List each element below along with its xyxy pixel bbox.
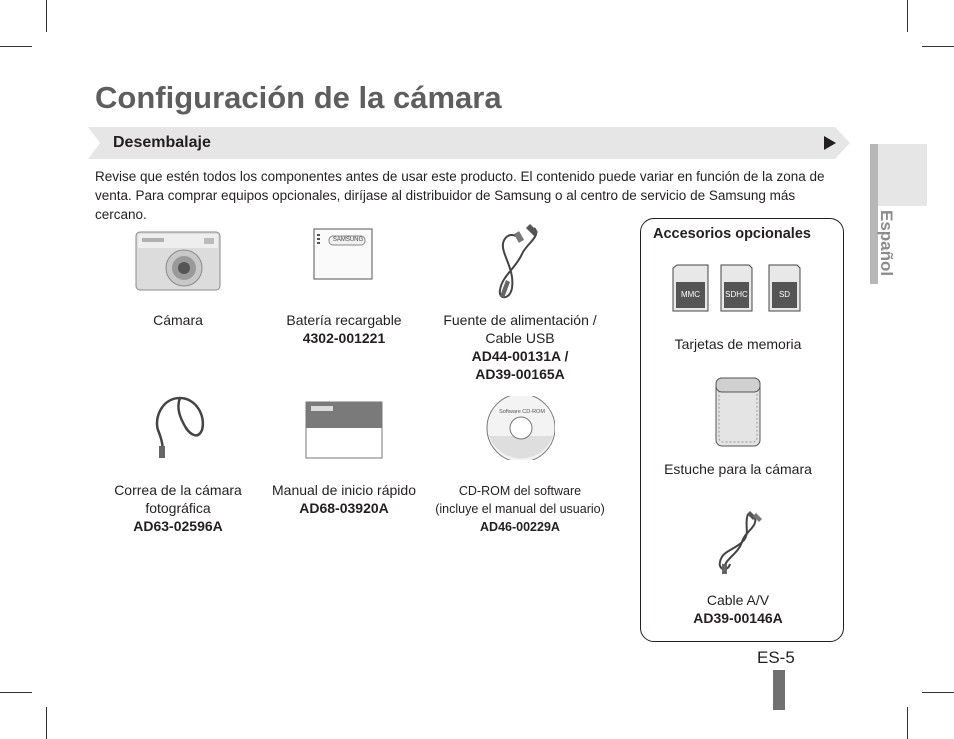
av-cable-icon bbox=[714, 510, 766, 576]
language-label: Español bbox=[877, 210, 896, 277]
section-heading: Desembalaje bbox=[113, 134, 211, 151]
av-cable-item bbox=[650, 591, 826, 627]
strap-label-2: fotográfica bbox=[145, 500, 211, 516]
camera-icon bbox=[134, 226, 222, 294]
crop-mark bbox=[46, 707, 47, 739]
battery-icon bbox=[313, 228, 373, 280]
card-type-sdhc: SDHC bbox=[725, 290, 748, 299]
camera-label: Cámara bbox=[153, 312, 203, 328]
battery-code: 4302-001221 bbox=[302, 330, 386, 346]
crop-mark bbox=[907, 0, 908, 32]
strap-label-1: Correa de la cámara bbox=[114, 482, 242, 498]
optional-accessories-title: Accesorios opcionales bbox=[653, 226, 811, 242]
cd-rom-icon bbox=[485, 396, 555, 460]
manual-item bbox=[262, 481, 426, 517]
battery-item bbox=[270, 311, 418, 347]
card-type-sd: SD bbox=[778, 290, 791, 299]
cdrom-code: AD46-00229A bbox=[480, 520, 560, 534]
camera-case-label: Estuche para la cámara bbox=[664, 461, 812, 477]
crop-mark bbox=[907, 707, 908, 739]
cdrom-label-1: CD-ROM del software bbox=[458, 484, 582, 498]
cd-disc-label: Software CD-ROM bbox=[499, 409, 545, 415]
camera-item bbox=[108, 311, 248, 329]
memory-cards-icon bbox=[672, 264, 806, 312]
camera-case-icon bbox=[714, 376, 762, 448]
card-type-mmc: MMC bbox=[680, 290, 701, 299]
strap-code: AD63-02596A bbox=[133, 518, 223, 534]
usb-cable-icon bbox=[486, 222, 548, 302]
strap-icon bbox=[150, 394, 210, 464]
cdrom-label-2: (incluye el manual del usuario) bbox=[435, 502, 605, 516]
crop-mark bbox=[922, 692, 954, 693]
av-cable-code: AD39-00146A bbox=[693, 610, 783, 626]
manual-code: AD68-03920A bbox=[299, 500, 389, 516]
battery-label: Batería recargable bbox=[286, 312, 402, 328]
usb-code-2: AD39-00165A bbox=[475, 366, 565, 382]
language-tab bbox=[870, 144, 927, 206]
cdrom-item bbox=[430, 482, 610, 536]
intro-paragraph: Revise que estén todos los componentes antes de usar este producto. El contenido puede variar en función de la zona de venta. Para comprar equipos opcionales, diríjase al distribuidor de Samsung o al centro de servicio de Samsung más cercano. bbox=[95, 169, 825, 222]
usb-item bbox=[434, 311, 606, 383]
page-title: Configuración de la cámara bbox=[95, 80, 502, 115]
usb-code-1: AD44-00131A / bbox=[471, 348, 569, 364]
usb-label-2: Cable USB bbox=[485, 330, 555, 346]
av-cable-label: Cable A/V bbox=[706, 592, 770, 608]
manual-label: Manual de inicio rápido bbox=[272, 482, 416, 498]
crop-mark bbox=[0, 46, 32, 47]
battery-brand: SAMSUNG bbox=[332, 237, 364, 243]
memory-cards-label: Tarjetas de memoria bbox=[674, 336, 802, 352]
page-number: ES-5 bbox=[757, 648, 795, 667]
strap-item bbox=[100, 481, 256, 535]
crop-mark bbox=[0, 692, 32, 693]
page-marker-bar bbox=[773, 670, 785, 710]
manual-icon bbox=[305, 401, 383, 459]
crop-mark bbox=[922, 46, 954, 47]
usb-label-1: Fuente de alimentación / bbox=[443, 312, 597, 328]
crop-mark bbox=[46, 0, 47, 32]
